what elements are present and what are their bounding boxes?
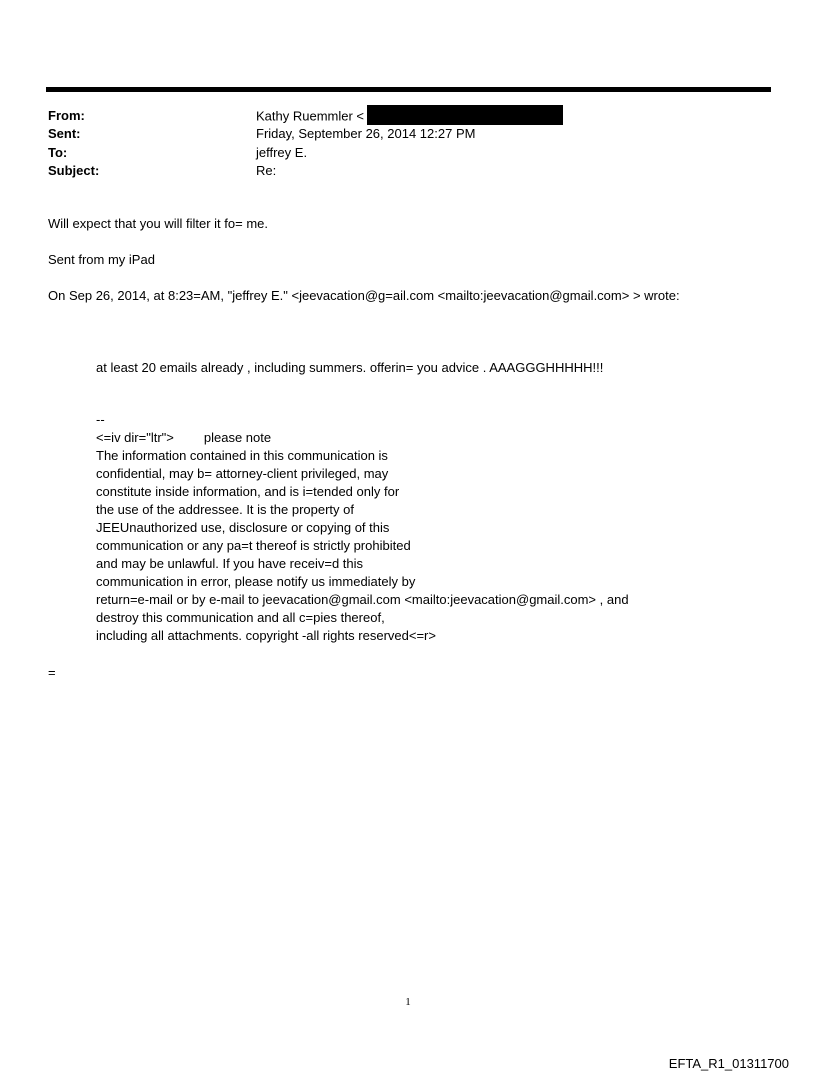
subject-value: Re: — [256, 163, 277, 178]
page-number: 1 — [405, 996, 411, 1008]
sig-dashes: -- — [96, 412, 105, 427]
body-line-1: Will expect that you will filter it fo= me. — [48, 216, 268, 231]
from-label: From: — [48, 108, 85, 123]
sig-note: please note — [203, 430, 272, 445]
sent-value: Friday, September 26, 2014 12:27 PM — [256, 126, 476, 141]
trailing-marker: = — [48, 665, 56, 680]
disclaimer-line: the use of the addressee. It is the property of — [96, 502, 354, 517]
disclaimer-line: communication in error, please notify us immediately by — [96, 574, 416, 589]
disclaimer-line: constitute inside information, and is i=tended only for — [96, 484, 400, 499]
sender-name: Kathy Ruemmler < — [256, 108, 365, 124]
sig-div: <=iv dir="ltr"> — [96, 430, 174, 445]
disclaimer-line: including all attachments. copyright -all rights reserved<=r> — [96, 628, 436, 643]
disclaimer-line: JEEUnauthorized use, disclosure or copying of this — [96, 520, 390, 535]
attribution-line: On Sep 26, 2014, at 8:23=AM, "jeffrey E." <jeevacation@g=ail.com <mailto:jeevacation@gmail.com> > wrote: — [48, 288, 680, 303]
sent-label: Sent: — [48, 126, 81, 141]
redaction-box — [367, 105, 563, 125]
disclaimer-line: The information contained in this communication is — [96, 448, 388, 463]
to-label: To: — [48, 145, 68, 160]
disclaimer-line: communication or any pa=t thereof is strictly prohibited — [96, 538, 411, 553]
disclaimer-line: confidential, may b= attorney-client privileged, may — [96, 466, 389, 481]
sig-div-line — [96, 429, 629, 447]
header-divider — [46, 87, 771, 92]
subject-label: Subject: — [48, 163, 100, 178]
disclaimer-line: destroy this communication and all c=pies thereof, — [96, 610, 385, 625]
quoted-message: at least 20 emails already , including summers. offerin= you advice . AAAGGGHHHHH!!! — [96, 360, 604, 375]
body-line-2: Sent from my iPad — [48, 252, 155, 267]
disclaimer-line: return=e-mail or by e-mail to jeevacation@gmail.com <mailto:jeevacation@gmail.com> , and — [96, 592, 629, 607]
bates-number: EFTA_R1_01311700 — [668, 1056, 789, 1071]
from-value — [256, 107, 563, 127]
disclaimer-line: and may be unlawful. If you have receiv=d this — [96, 556, 364, 571]
signature-block — [96, 411, 629, 645]
to-value: jeffrey E. — [256, 145, 308, 160]
